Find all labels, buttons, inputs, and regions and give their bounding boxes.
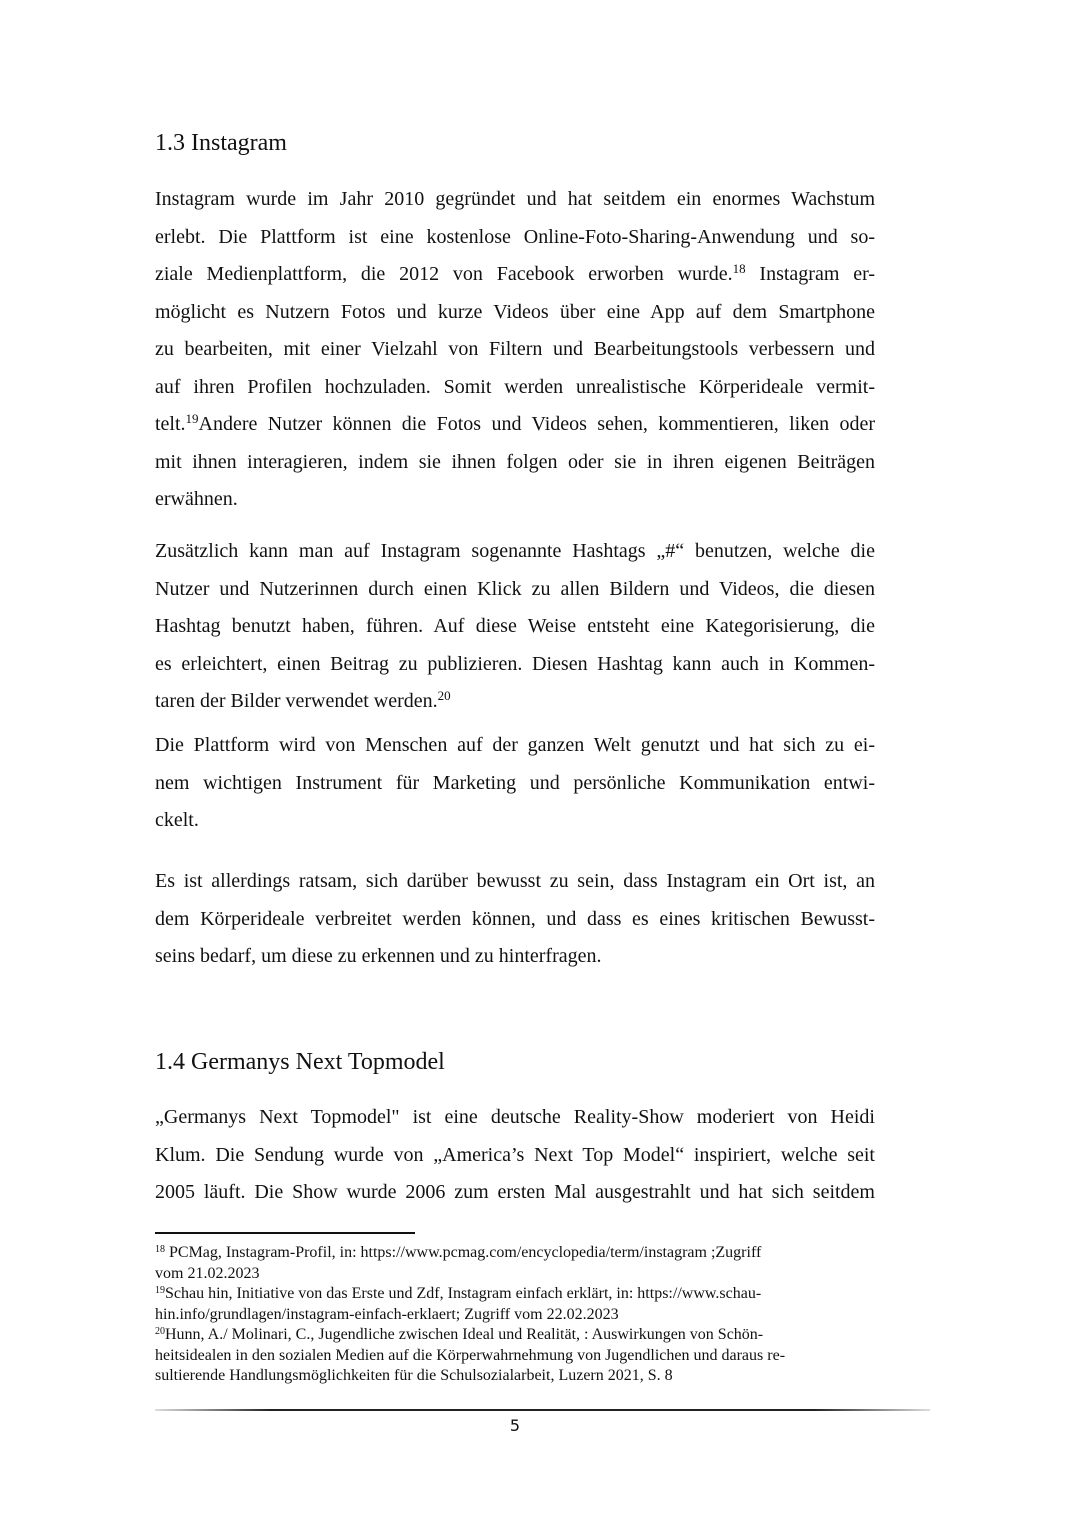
section-heading-instagram: 1.3 Instagram	[155, 130, 287, 156]
text-line	[155, 533, 875, 571]
footnote-line	[155, 1305, 875, 1326]
footnote-line	[155, 1284, 875, 1305]
paragraph	[155, 863, 875, 976]
paragraph	[155, 727, 875, 840]
text-run: Hashtag benutzt haben, führen. Auf diese Weise entsteht eine Kategorisierung, die	[155, 615, 875, 637]
text-line	[155, 1137, 875, 1175]
text-line	[155, 256, 875, 294]
text-run: auf ihren Profilen hochzuladen. Somit werden unrealistische Körperideale vermit-	[155, 375, 875, 398]
text-run: 2005 läuft. Die Show wurde 2006 zum ersten Mal ausgestrahlt und hat sich seitdem	[155, 1181, 875, 1203]
footnote-ref: 18	[732, 261, 746, 276]
text-line	[155, 406, 875, 444]
text-run: Die Plattform wird von Menschen auf der ganzen Welt genutzt und hat sich zu ei-	[155, 734, 875, 756]
text-run: erwähnen.	[155, 488, 238, 510]
text-line	[155, 369, 875, 407]
text-line	[155, 901, 875, 939]
text-run: vom 21.02.2023	[155, 1264, 260, 1282]
paragraph	[155, 181, 875, 519]
text-line	[155, 646, 875, 684]
text-run: es erleichtert, einen Beitrag zu publizieren. Diesen Hashtag kann auch in Kommen-	[155, 652, 875, 675]
text-run: Klum. Die Sendung wurde von „America’s Next Top Model“ inspiriert, welche seit	[155, 1143, 875, 1166]
text-run: heitsidealen in den sozialen Medien auf die Körperwahrnehmung von Jugendlichen und daraus re-	[155, 1346, 786, 1364]
section-heading-gntm: 1.4 Germanys Next Topmodel	[155, 1049, 445, 1075]
footer-rule	[155, 1409, 930, 1411]
text-run: möglicht es Nutzern Fotos und kurze Videos über eine App auf dem Smartphone	[155, 300, 875, 323]
footnote-separator	[155, 1232, 415, 1234]
text-run: „Germanys Next Topmodel" ist eine deutsche Reality-Show moderiert von Heidi	[155, 1106, 875, 1128]
text-line	[155, 1099, 875, 1137]
text-run: mit ihnen interagieren, indem sie ihnen folgen oder sie in ihren eigenen Beiträgen	[155, 450, 875, 473]
text-line	[155, 1174, 875, 1212]
footnote	[155, 1243, 875, 1284]
footnote	[155, 1325, 875, 1387]
page-number: 5	[509, 1416, 521, 1435]
text-run: Nutzer und Nutzerinnen durch einen Klick zu allen Bildern und Videos, die diesen	[155, 577, 875, 600]
text-run: ziale Medienplattform, die 2012 von Facebook erworben wurde.	[155, 263, 733, 285]
text-run: taren der Bilder verwendet werden.	[155, 690, 438, 712]
footnote-ref: 20	[437, 688, 451, 703]
text-line	[155, 683, 875, 721]
footnote-line	[155, 1325, 875, 1346]
text-run: Andere Nutzer können die Fotos und Videos sehen, kommentieren, liken oder	[198, 413, 875, 435]
text-line	[155, 571, 875, 609]
text-line	[155, 802, 875, 840]
footnote-line	[155, 1243, 875, 1264]
text-run: telt.	[155, 413, 186, 435]
text-line	[155, 608, 875, 646]
text-line	[155, 444, 875, 482]
text-run: erlebt. Die Plattform ist eine kostenlose Online-Foto-Sharing-Anwendung und so-	[155, 225, 875, 248]
text-run: seins bedarf, um diese zu erkennen und zu hinterfragen.	[155, 945, 602, 967]
text-line	[155, 765, 875, 803]
text-run: Instagram wurde im Jahr 2010 gegründet und hat seitdem ein enormes Wachstum	[155, 188, 875, 210]
footnote-ref: 20	[155, 1326, 165, 1337]
footnote-line	[155, 1366, 875, 1387]
text-run: nem wichtigen Instrument für Marketing und persönliche Kommunikation entwi-	[155, 771, 875, 794]
text-run: hin.info/grundlagen/instagram-einfach-erklaert; Zugriff vom 22.02.2023	[155, 1305, 619, 1323]
text-run: Instagram er-	[745, 263, 875, 285]
text-run: Schau hin, Initiative von das Erste und Zdf, Instagram einfach erklärt, in: https://www.schau-	[165, 1285, 762, 1302]
text-run: dem Körperideale verbreitet werden können, und dass es eines kritischen Bewusst-	[155, 907, 875, 930]
text-run: Hunn, A./ Molinari, C., Jugendliche zwischen Ideal und Realität, : Auswirkungen von Schön-	[165, 1326, 764, 1343]
text-line	[155, 727, 875, 765]
text-run: Es ist allerdings ratsam, sich darüber bewusst zu sein, dass Instagram ein Ort ist, an	[155, 870, 875, 892]
text-line	[155, 481, 875, 519]
text-line	[155, 294, 875, 332]
paragraph	[155, 533, 875, 721]
paragraph	[155, 1099, 875, 1212]
text-line	[155, 938, 875, 976]
footnote-ref: 19	[155, 1285, 165, 1296]
text-line	[155, 181, 875, 219]
text-run: Zusätzlich kann man auf Instagram sogenannte Hashtags „#“ benutzen, welche die	[155, 540, 875, 562]
text-line	[155, 331, 875, 369]
text-run: zu bearbeiten, mit einer Vielzahl von Filtern und Bearbeitungstools verbessern und	[155, 338, 875, 360]
footnote-line	[155, 1264, 875, 1285]
text-line	[155, 219, 875, 257]
footnote	[155, 1284, 875, 1325]
text-run: ckelt.	[155, 809, 199, 831]
footnotes	[155, 1243, 875, 1387]
footnote-line	[155, 1346, 875, 1367]
text-run: PCMag, Instagram-Profil, in: https://www.pcmag.com/encyclopedia/term/instagram ;Zugriff	[165, 1244, 762, 1261]
text-line	[155, 863, 875, 901]
footnote-ref: 19	[185, 411, 199, 426]
footnote-ref: 18	[155, 1244, 165, 1255]
text-run: sultierende Handlungsmöglichkeiten für die Schulsozialarbeit, Luzern 2021, S. 8	[155, 1367, 673, 1384]
